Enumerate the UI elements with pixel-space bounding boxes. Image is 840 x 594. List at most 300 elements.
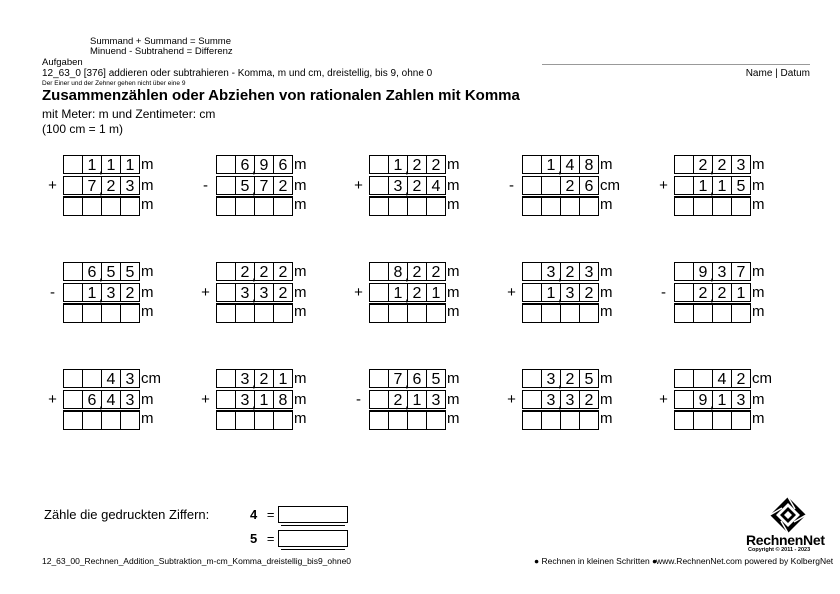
task-bottom-row: [42, 176, 154, 195]
answer-digit-cell[interactable]: [216, 197, 236, 216]
answer-digit-cell[interactable]: [426, 304, 446, 323]
operator-sign: [42, 369, 63, 388]
digit-cell: [254, 262, 274, 281]
count-digit-5: [250, 531, 274, 546]
unit-label: m: [752, 391, 765, 408]
count-answer-5-input[interactable]: [278, 530, 348, 547]
answer-digit-cell[interactable]: [235, 197, 255, 216]
unit-label: m: [600, 370, 613, 387]
unit-label: m: [294, 196, 307, 213]
answer-digit-cell[interactable]: [541, 411, 561, 430]
digit: 3: [106, 285, 116, 302]
result-digit-cells: [369, 194, 446, 216]
answer-digit-cell[interactable]: [674, 197, 694, 216]
decimal-comma: ,: [252, 374, 256, 390]
digit-cell: [63, 390, 83, 409]
answer-digit-cell[interactable]: [388, 304, 408, 323]
digit-cell: [579, 176, 599, 195]
unit-label: m: [600, 410, 613, 427]
operator-sign: [348, 155, 369, 174]
digit: 3: [717, 264, 727, 281]
digit-cell: [120, 262, 140, 281]
operator-sign: -: [356, 391, 361, 408]
result-digit-cells: [522, 194, 599, 216]
task-bottom-row: [348, 283, 460, 302]
operator-sign: +: [48, 391, 57, 408]
digit-cell: [674, 155, 694, 174]
answer-digit-cell[interactable]: [579, 304, 599, 323]
task-top-row: [653, 155, 765, 174]
operator-sign: [348, 409, 369, 428]
answer-digit-cell[interactable]: [63, 304, 83, 323]
answer-digit-cell[interactable]: [579, 411, 599, 430]
answer-digit-cell[interactable]: [120, 304, 140, 323]
task-5: [653, 155, 773, 217]
unit-label: m: [294, 410, 307, 427]
operator-sign: [501, 302, 522, 321]
bottom-digit-cells: [674, 283, 751, 302]
digit-cell: [579, 390, 599, 409]
bottom-digit-cells: [369, 390, 446, 409]
digit: 2: [278, 264, 288, 281]
unit-label: m: [447, 284, 460, 301]
answer-digit-cell[interactable]: [388, 411, 408, 430]
operator-sign: [501, 195, 522, 214]
digit-cell: [254, 369, 274, 388]
task-bottom-row: [501, 390, 613, 409]
digit-cell: [369, 262, 389, 281]
digit-cell: [273, 155, 293, 174]
answer-digit-cell[interactable]: [273, 304, 293, 323]
task-top-row: [348, 369, 460, 388]
answer-digit-cell[interactable]: [254, 411, 274, 430]
operator-sign: [195, 155, 216, 174]
answer-digit-cell[interactable]: [120, 197, 140, 216]
bottom-digit-cells: [216, 390, 293, 409]
task-12: [195, 369, 315, 431]
bottom-digit-cells: [216, 176, 293, 195]
digit-cell: [369, 390, 389, 409]
decimal-comma: ,: [558, 267, 562, 283]
digit: 8: [584, 157, 594, 174]
task-result-row: [348, 409, 460, 428]
digit-cell: [560, 369, 580, 388]
count-answer-4-input[interactable]: [278, 506, 348, 523]
digit-cell: [712, 262, 732, 281]
digit-cell: [273, 369, 293, 388]
decimal-comma: ,: [710, 395, 714, 411]
task-top-row: [42, 155, 154, 174]
answer-digit-cell[interactable]: [273, 411, 293, 430]
digit-cell: [216, 283, 236, 302]
digit: 9: [259, 157, 269, 174]
decimal-comma: ,: [405, 395, 409, 411]
digit: 1: [87, 157, 97, 174]
task-result-row: [653, 302, 765, 321]
decimal-comma: ,: [252, 160, 256, 176]
task-top-row: [653, 262, 765, 281]
task-4: [501, 155, 621, 217]
unit-label: m: [600, 196, 613, 213]
answer-digit-cell[interactable]: [674, 411, 694, 430]
answer-digit-cell[interactable]: [522, 304, 542, 323]
task-top-row: [501, 262, 613, 281]
decimal-comma: ,: [558, 288, 562, 304]
answer-digit-cell[interactable]: [120, 411, 140, 430]
operator-sign: [653, 369, 674, 388]
digit: 3: [240, 285, 250, 302]
digit: 1: [546, 285, 556, 302]
decimal-comma: ,: [252, 181, 256, 197]
operator-sign: -: [661, 284, 666, 301]
operator-sign: +: [659, 177, 668, 194]
top-digit-cells: [522, 262, 599, 281]
answer-digit-cell[interactable]: [101, 411, 121, 430]
task-2: [195, 155, 315, 217]
unit-label: m: [752, 177, 765, 194]
task-top-row: [195, 155, 307, 174]
decimal-comma: ,: [710, 267, 714, 283]
digit-cell: [674, 262, 694, 281]
task-top-row: [195, 262, 307, 281]
count-digit-4-equals: =: [266, 507, 275, 522]
answer-digit-cell[interactable]: [63, 411, 83, 430]
operator-sign: +: [201, 284, 210, 301]
answer-digit-cell[interactable]: [407, 304, 427, 323]
decimal-comma: ,: [405, 288, 409, 304]
footer-website: www.RechnenNet.com powered by KolbergNet: [656, 556, 834, 566]
digit: 1: [87, 285, 97, 302]
unit-label: m: [447, 263, 460, 280]
decimal-comma: ,: [99, 160, 103, 176]
formula-difference: Minuend - Subtrahend = Differenz: [90, 46, 233, 57]
digit: 2: [259, 264, 269, 281]
digit: 5: [106, 264, 116, 281]
answer-digit-cell[interactable]: [101, 304, 121, 323]
answer-digit-cell[interactable]: [712, 304, 732, 323]
digit: 2: [412, 178, 422, 195]
answer-digit-cell[interactable]: [560, 411, 580, 430]
digit: 2: [584, 285, 594, 302]
task-10: [653, 262, 773, 324]
unit-label: m: [141, 284, 154, 301]
digit-cell: [426, 369, 446, 388]
task-result-row: [501, 302, 613, 321]
answer-digit-cell[interactable]: [254, 197, 274, 216]
task-top-row: [501, 155, 613, 174]
answer-digit-cell[interactable]: [82, 197, 102, 216]
digit: 2: [278, 178, 288, 195]
digit-cell: [63, 176, 83, 195]
digit-cell: [120, 155, 140, 174]
digit: 9: [698, 392, 708, 409]
top-digit-cells: [522, 369, 599, 388]
digit: 1: [278, 371, 288, 388]
operator-sign: [653, 262, 674, 281]
digit: 5: [736, 178, 746, 195]
digit-cell: [579, 262, 599, 281]
top-digit-cells: [63, 369, 140, 388]
decimal-comma: ,: [710, 288, 714, 304]
digit: 1: [106, 157, 116, 174]
answer-digit-cell[interactable]: [235, 411, 255, 430]
answer-digit-cell[interactable]: [560, 197, 580, 216]
task-bottom-row: [501, 176, 620, 195]
digit: 2: [698, 285, 708, 302]
digit: 2: [412, 264, 422, 281]
digit: 3: [240, 371, 250, 388]
operator-sign: [501, 262, 522, 281]
operator-sign: [501, 369, 522, 388]
digit-cell: [82, 369, 102, 388]
answer-digit-cell[interactable]: [369, 197, 389, 216]
answer-digit-cell[interactable]: [522, 411, 542, 430]
unit-label: m: [141, 177, 154, 194]
digit: 2: [717, 157, 727, 174]
digit: 1: [125, 157, 135, 174]
decimal-comma: ,: [252, 288, 256, 304]
task-result-row: [348, 195, 460, 214]
digit: 6: [412, 371, 422, 388]
decimal-comma: ,: [405, 267, 409, 283]
answer-digit-cell[interactable]: [369, 411, 389, 430]
answer-digit-cell[interactable]: [273, 197, 293, 216]
answer-digit-cell[interactable]: [216, 304, 236, 323]
digit-cell: [579, 155, 599, 174]
task-result-row: [195, 302, 307, 321]
unit-label: m: [141, 303, 154, 320]
operator-sign: [42, 302, 63, 321]
answer-digit-cell[interactable]: [63, 197, 83, 216]
answer-digit-cell[interactable]: [541, 304, 561, 323]
digit: 2: [717, 285, 727, 302]
unit-label: m: [294, 284, 307, 301]
digit-cell: [407, 283, 427, 302]
answer-digit-cell[interactable]: [674, 304, 694, 323]
answer-digit-cell[interactable]: [731, 197, 751, 216]
digit-cell: [560, 155, 580, 174]
unit-label: m: [141, 156, 154, 173]
decimal-comma: ,: [99, 267, 103, 283]
digit-cell: [731, 262, 751, 281]
digit-cell: [120, 283, 140, 302]
answer-digit-cell[interactable]: [541, 197, 561, 216]
answer-digit-cell[interactable]: [693, 197, 713, 216]
digit: 2: [125, 285, 135, 302]
digit: 6: [584, 178, 594, 195]
unit-label: m: [141, 391, 154, 408]
digit-cell: [369, 283, 389, 302]
digit: 2: [565, 264, 575, 281]
top-digit-cells: [369, 262, 446, 281]
unit-label: cm: [141, 370, 161, 387]
answer-digit-cell[interactable]: [101, 197, 121, 216]
unit-label: m: [294, 303, 307, 320]
digit-cell: [369, 369, 389, 388]
digit: 8: [393, 264, 403, 281]
decimal-comma: ,: [558, 160, 562, 176]
answer-digit-cell[interactable]: [82, 411, 102, 430]
digit-cell: [120, 176, 140, 195]
digit-cell: [407, 262, 427, 281]
digit: 2: [431, 264, 441, 281]
top-digit-cells: [216, 155, 293, 174]
digit-cell: [254, 176, 274, 195]
digit-cell: [120, 390, 140, 409]
answer-digit-cell[interactable]: [388, 197, 408, 216]
answer-digit-cell[interactable]: [731, 411, 751, 430]
answer-digit-cell[interactable]: [235, 304, 255, 323]
answer-digit-cell[interactable]: [693, 304, 713, 323]
operator-sign: [653, 302, 674, 321]
task-result-row: [501, 409, 613, 428]
unit-label: cm: [752, 370, 772, 387]
unit-label: m: [752, 303, 765, 320]
answer-digit-cell[interactable]: [82, 304, 102, 323]
digit: 1: [393, 285, 403, 302]
task-bottom-row: [195, 390, 307, 409]
digit-cell: [101, 176, 121, 195]
bottom-digit-cells: [63, 390, 140, 409]
name-date-line: [542, 64, 810, 65]
count-digit-5-number: 5: [250, 531, 258, 546]
digit: 2: [431, 157, 441, 174]
answer-digit-cell[interactable]: [522, 197, 542, 216]
task-top-row: [348, 262, 460, 281]
digit-cell: [712, 176, 732, 195]
digit: 2: [393, 392, 403, 409]
decimal-comma: ,: [99, 395, 103, 411]
bottom-digit-cells: [369, 283, 446, 302]
unit-label: m: [294, 156, 307, 173]
digit: 3: [565, 285, 575, 302]
task-15: [653, 369, 773, 431]
digit-cell: [579, 369, 599, 388]
unit-label: m: [752, 410, 765, 427]
digit: 1: [412, 392, 422, 409]
digit-cell: [216, 262, 236, 281]
operator-sign: [42, 195, 63, 214]
digit-cell: [731, 155, 751, 174]
digit-cell: [712, 390, 732, 409]
count-digit-4-number: 4: [250, 507, 258, 522]
decimal-comma: ,: [710, 181, 714, 197]
digit: 1: [431, 285, 441, 302]
answer-digit-cell[interactable]: [254, 304, 274, 323]
result-digit-cells: [63, 194, 140, 216]
digit: 3: [125, 392, 135, 409]
count-label: Zähle die gedruckten Ziffern:: [44, 507, 210, 522]
task-bottom-row: [653, 176, 765, 195]
digit-cell: [560, 390, 580, 409]
digit: 2: [698, 157, 708, 174]
result-digit-cells: [674, 301, 751, 323]
operator-sign: +: [201, 391, 210, 408]
answer-digit-cell[interactable]: [369, 304, 389, 323]
digit-cell: [216, 155, 236, 174]
task-result-row: [501, 195, 613, 214]
digit-cell: [731, 390, 751, 409]
digit-cell: [63, 369, 83, 388]
decimal-comma: ,: [99, 288, 103, 304]
top-digit-cells: [522, 155, 599, 174]
digit-cell: [674, 390, 694, 409]
digit: 3: [259, 285, 269, 302]
task-bottom-row: [195, 283, 307, 302]
answer-digit-cell[interactable]: [579, 197, 599, 216]
task-bottom-row: [501, 283, 613, 302]
decimal-comma: ,: [558, 374, 562, 390]
operator-sign: [348, 262, 369, 281]
digit-cell: [693, 369, 713, 388]
digit-cell: [273, 262, 293, 281]
digit-cell: [101, 283, 121, 302]
digit: 1: [717, 178, 727, 195]
digit: 1: [736, 285, 746, 302]
unit-label: m: [600, 391, 613, 408]
operator-sign: [42, 262, 63, 281]
decimal-comma: ,: [405, 181, 409, 197]
digit: 5: [125, 264, 135, 281]
top-digit-cells: [369, 155, 446, 174]
digit: 3: [125, 371, 135, 388]
top-digit-cells: [216, 369, 293, 388]
digit-cell: [541, 176, 561, 195]
answer-digit-cell[interactable]: [712, 197, 732, 216]
answer-digit-cell[interactable]: [693, 411, 713, 430]
task-11: [42, 369, 162, 431]
unit-label: m: [447, 370, 460, 387]
answer-digit-cell[interactable]: [712, 411, 732, 430]
digit-cell: [120, 369, 140, 388]
task-top-row: [501, 369, 613, 388]
unit-label: m: [294, 177, 307, 194]
digit-cell: [63, 283, 83, 302]
unit-conversion: (100 cm = 1 m): [42, 122, 124, 136]
digit-cell: [369, 176, 389, 195]
decimal-comma: ,: [252, 395, 256, 411]
operator-sign: -: [509, 177, 514, 194]
operator-sign: [195, 262, 216, 281]
answer-digit-cell[interactable]: [426, 411, 446, 430]
digit-cell: [426, 283, 446, 302]
answer-digit-cell[interactable]: [731, 304, 751, 323]
answer-digit-cell[interactable]: [560, 304, 580, 323]
answer-digit-cell[interactable]: [216, 411, 236, 430]
operator-sign: +: [507, 391, 516, 408]
operator-sign: [42, 409, 63, 428]
digit: 3: [546, 264, 556, 281]
unit-label: m: [294, 263, 307, 280]
digit-cell: [426, 262, 446, 281]
operator-sign: -: [50, 284, 55, 301]
operator-sign: [195, 195, 216, 214]
answer-digit-cell[interactable]: [407, 411, 427, 430]
answer-digit-cell[interactable]: [426, 197, 446, 216]
operator-sign: [501, 409, 522, 428]
footer-filename: 12_63_00_Rechnen_Addition_Subtraktion_m-cm_Komma_dreistellig_bis9_ohne0: [42, 556, 352, 566]
digit: 2: [240, 264, 250, 281]
task-result-row: [653, 195, 765, 214]
answer-digit-cell[interactable]: [407, 197, 427, 216]
digit-cell: [426, 390, 446, 409]
name-date-label: Name | Datum: [745, 68, 810, 79]
result-digit-cells: [522, 408, 599, 430]
operator-sign: [348, 302, 369, 321]
digit-cell: [522, 155, 542, 174]
digit: 6: [87, 264, 97, 281]
digit-cell: [216, 176, 236, 195]
